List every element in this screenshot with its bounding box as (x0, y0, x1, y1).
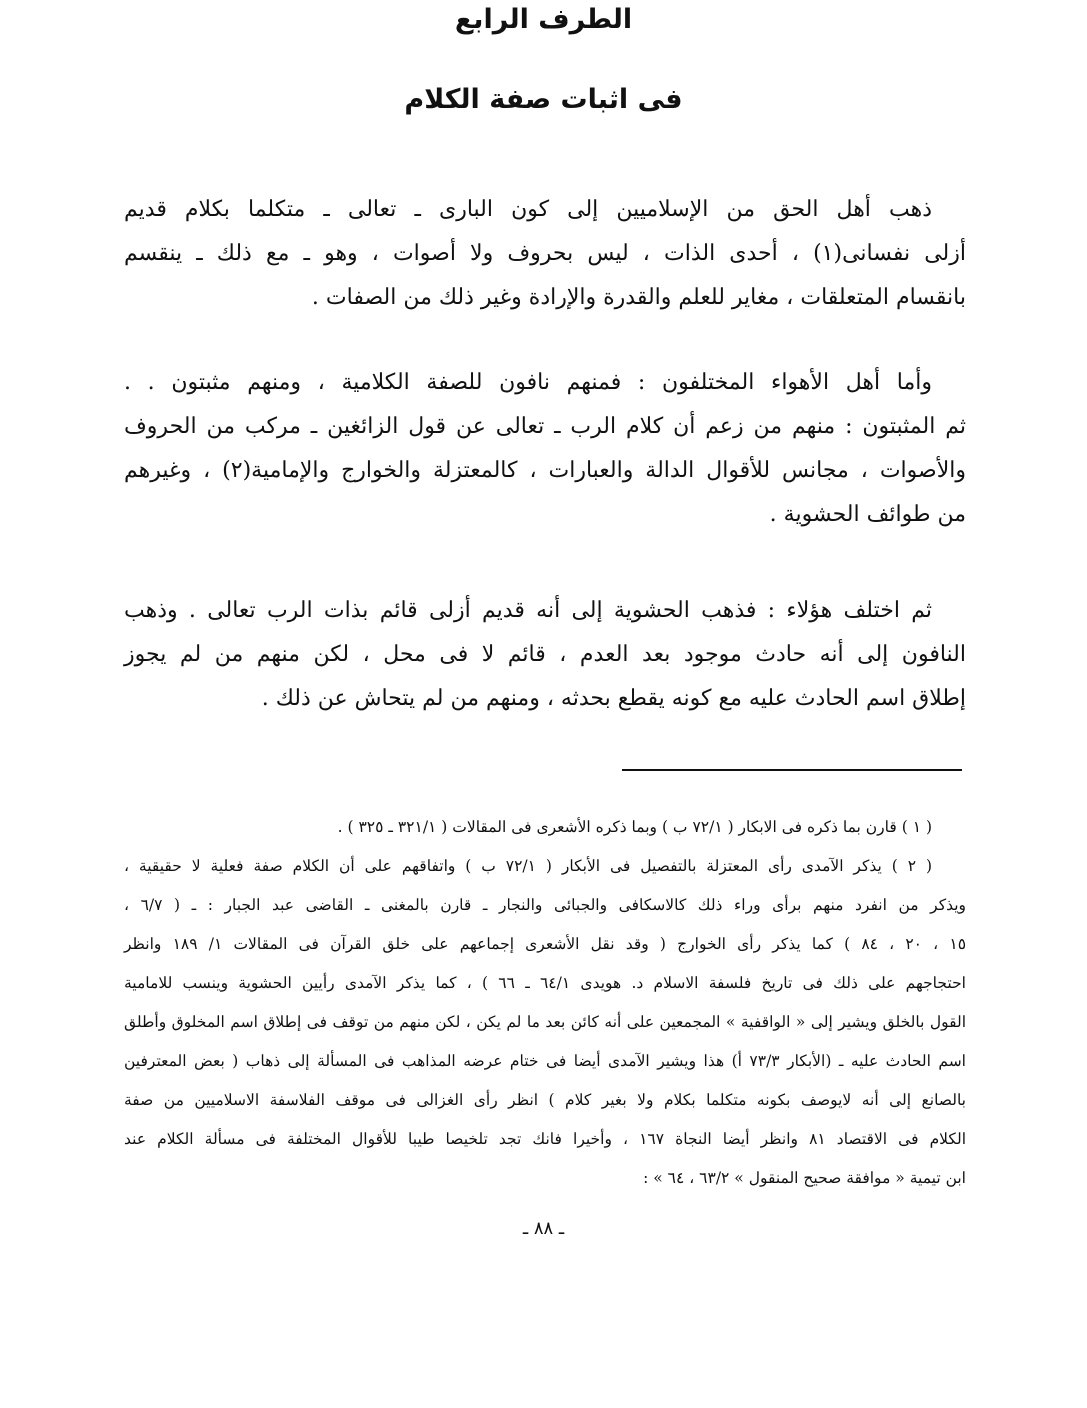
footnote-2: ( ٢ ) يذكر الآمدى رأى المعتزلة بالتفصيل فى الأبكار ( ٧٢/١ ب ) واتفاقهم على أن الكلام صفة فعلية لا حقيقية ، (124, 857, 932, 875)
footnote-1: ( ١ ) قارن بما ذكره فى الابكار ( ٧٢/١ ب ) وبما ذكره الأشعرى فى المقالات ( ٣٢١/١ ـ ٣٢٥ ) . (337, 818, 932, 836)
text-line: إطلاق اسم الحادث عليه مع كونه يقطع بحدثه ، ومنهم من لم يتحاش عن ذلك . (261, 686, 966, 711)
footnote-divider (622, 769, 962, 771)
text-line: أزلى نفسانى(١) ، أحدى الذات ، ليس بحروف ولا أصوات ، وهو ـ مع ذلك ـ ينقسم (124, 241, 966, 266)
footnote-line: اسم الحادث عليه ـ (الأبكار ٧٣/٣ أ) هذا ويشير الآمدى أيضا فى ختام عرضه المذاهب فى المسألة إلى ذهاب ( بعض المعترفين (124, 1052, 966, 1070)
footnotes (124, 808, 966, 1198)
footnote-line: الكلام فى الاقتصاد ٨١ وانظر أيضا النجاة ١٦٧ ، وأخيرا فانك تجد تلخيصا طيبا للأقوال المختلفة فى مسألة الكلام عند (124, 1130, 967, 1148)
page-number: ـ ٨٨ ـ (522, 1218, 565, 1239)
footnote-line: القول بالخلق ويشير إلى « الواقفية » المجمعين على أنه كائن بعد ما لم يكن ، لكن منهم من توقف فى إطلاق اسم المخلوق وأطلق (124, 1013, 966, 1031)
text-line: والأصوات ، مجانس للأقوال الدالة والعبارات ، كالمعتزلة والخوارج والإمامية(٢) ، وغيرهم (124, 458, 966, 483)
text-line: من طوائف الحشوية . (769, 502, 966, 527)
text-line: ثم المثبتون : منهم من زعم أن كلام الرب ـ تعالى عن قول الزائغين ـ مركب من الحروف (124, 414, 966, 439)
footnote-line: احتجاجهم على ذلك فى تاريخ فلسفة الاسلام د. هويدى ٦٤/١ ـ ٦٦ ) ، كما يذكر الآمدى رأيين الحشوية وينسب للامامية (124, 974, 966, 992)
footnote-line: بالصانع إلى أنه لايوصف بكونه متكلما بكلام ولا بغير كلام ) انظر رأى الغزالى فى موقف الفلاسفة الاسلاميين من صفة (124, 1091, 966, 1109)
section-subtitle: فى اثبات صفة الكلام (404, 84, 683, 115)
paragraph-2 (124, 361, 966, 537)
footnote-line: ويذكر من انفرد منهم برأى وراء ذلك كالاسكافى والجبائى والنجار ـ قارن بالمغنى ـ القاضى عبد الجبار : ـ ( ٦/٧ ، (124, 896, 967, 914)
paragraph-1 (124, 188, 966, 320)
paragraph-3 (124, 589, 966, 721)
section-title: الطرف الرابع (454, 4, 633, 35)
text-line: وأما أهل الأهواء المختلفون : فمنهم نافون للصفة الكلامية ، ومنهم مثبتون . . (124, 370, 932, 395)
text-line: ذهب أهل الحق من الإسلاميين إلى كون البارى ـ تعالى ـ متكلما بكلام قديم (124, 197, 932, 222)
text-line: بانقسام المتعلقات ، مغاير للعلم والقدرة والإرادة وغير ذلك من الصفات . (311, 285, 966, 310)
text-line: ثم اختلف هؤلاء : فذهب الحشوية إلى أنه قديم أزلى قائم بذات الرب تعالى . وذهب (124, 598, 932, 623)
footnote-line: ابن تيمية « موافقة صحيح المنقول » ٦٣/٢ ، ٦٤ » : (643, 1169, 966, 1187)
text-line: النافون إلى أنه حادث موجود بعد العدم ، قائم لا فى محل ، لكن منهم من لم يجوز (124, 642, 966, 667)
footnote-line: ١٥ ، ٢٠ ، ٨٤ ) كما يذكر رأى الخوارج ( وقد نقل الأشعرى إجماعهم على خلق القرآن فى المقالات ١/ ١٨٩ وانظر (124, 935, 967, 953)
